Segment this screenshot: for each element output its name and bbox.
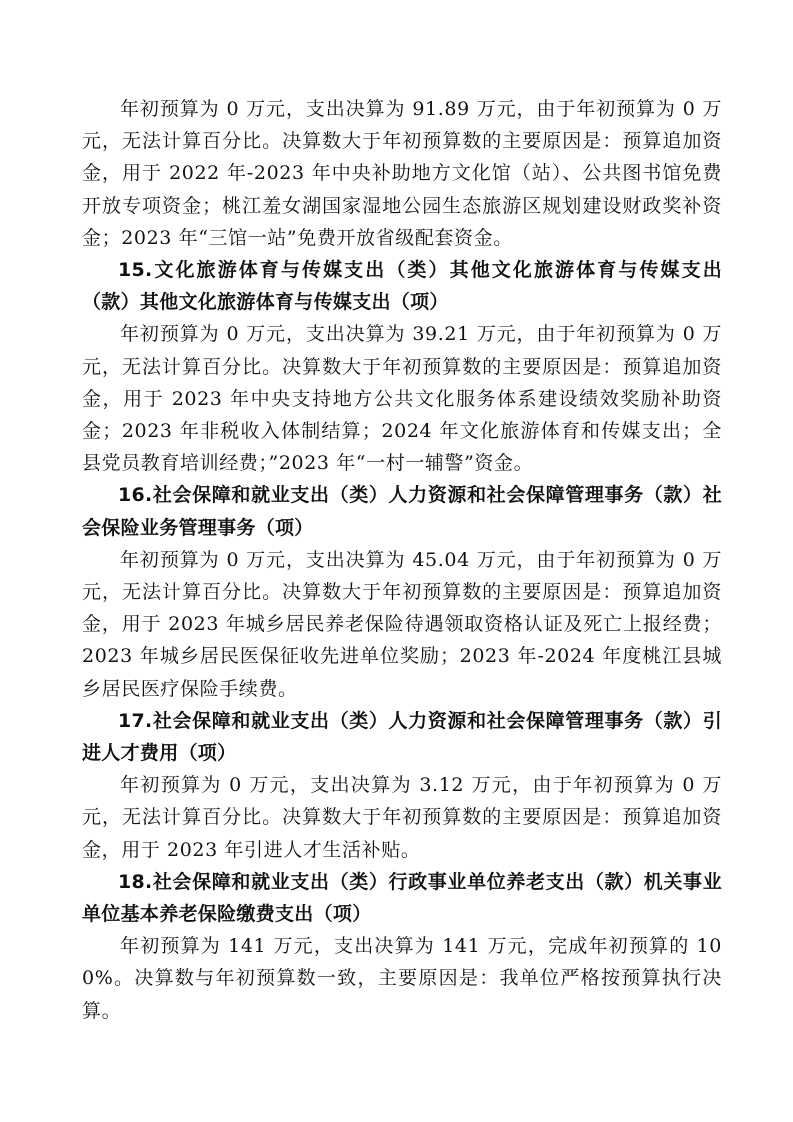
section-18-paragraph: 年初预算为 141 万元，支出决算为 141 万元，完成年初预算的 100%。决算数与年初预算数一致，主要原因是：我单位严格按预算执行决算。	[82, 935, 722, 1022]
section-17-paragraph: 年初预算为 0 万元，支出决算为 3.12 万元，由于年初预算为 0 万元，无法计算百分比。决算数大于年初预算数的主要原因是：预算追加资金，用于 2023 年引进人才生活补贴。	[82, 774, 722, 861]
section-14-paragraph: 年初预算为 0 万元，支出决算为 91.89 万元，由于年初预算为 0 万元，无法计算百分比。决算数大于年初预算数的主要原因是：预算追加资金，用于 2022 年-2023 年中央补助地方文化馆（站）、公共图书馆免费开放专项资金；桃江羞女湖国家湿地公园生态旅游区规划建设财政奖补资金；2023 年“三馆一站”免费开放省级配套资金。	[82, 98, 722, 249]
section-17-heading: 17.社会保障和就业支出（类）人力资源和社会保障管理事务（款）引进人才费用（项）	[82, 709, 722, 765]
section-15-paragraph: 年初预算为 0 万元，支出决算为 39.21 万元，由于年初预算为 0 万元，无法计算百分比。决算数大于年初预算数的主要原因是：预算追加资金，用于 2023 年中央支持地方公共文化服务体系建设绩效奖励补助资金；2023 年非税收入体制结算；2024 年文化旅游体育和传媒支出；全县党员教育培训经费；”2023 年“一村一辅警”资金。	[82, 323, 722, 475]
section-16-paragraph: 年初预算为 0 万元，支出决算为 45.04 万元，由于年初预算为 0 万元，无法计算百分比。决算数大于年初预算数的主要原因是：预算追加资金，用于 2023 年城乡居民养老保险待遇领取资格认证及死亡上报经费；2023 年城乡居民医保征收先进单位奖励；2023 年-2024 年度桃江县城乡居民医疗保险手续费。	[82, 548, 722, 700]
section-16-heading: 16.社会保障和就业支出（类）人力资源和社会保障管理事务（款）社会保险业务管理事务（项）	[82, 484, 722, 539]
document-body	[82, 93, 722, 1027]
section-18-heading: 18.社会保障和就业支出（类）行政事业单位养老支出（款）机关事业单位基本养老保险缴费支出（项）	[82, 870, 722, 926]
section-15-heading: 15.文化旅游体育与传媒支出（类）其他文化旅游体育与传媒支出（款）其他文化旅游体育与传媒支出（项）	[82, 259, 722, 314]
